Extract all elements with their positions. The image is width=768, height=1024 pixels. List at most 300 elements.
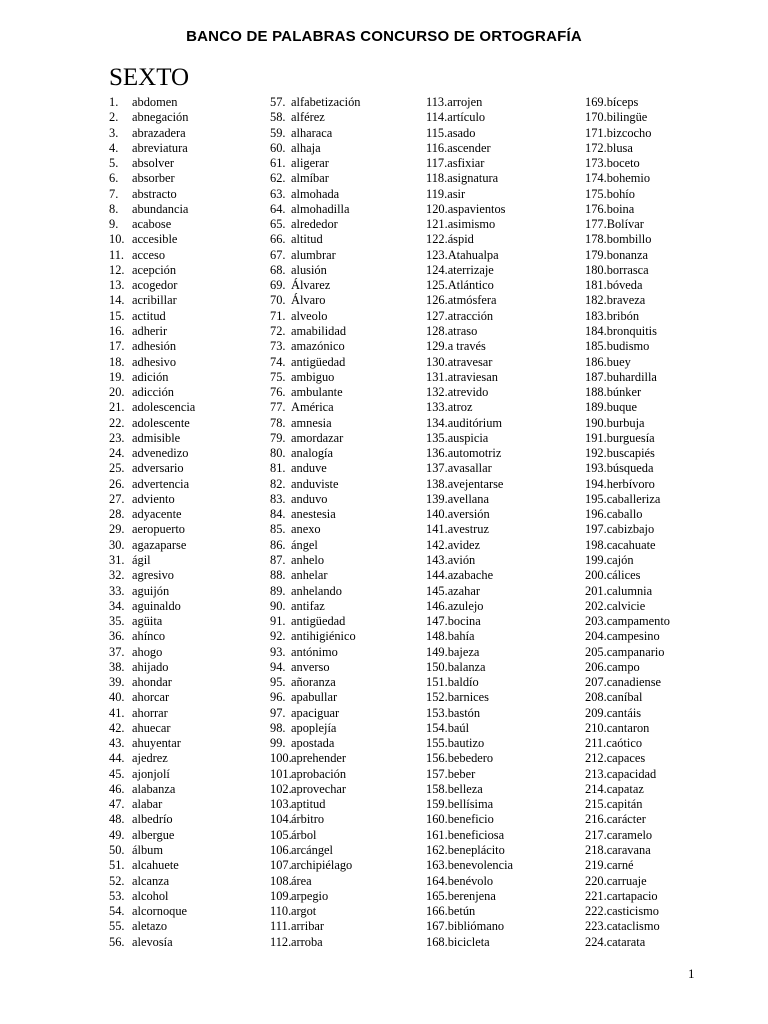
word-entry bbox=[426, 202, 513, 217]
entry-number: 128. bbox=[426, 323, 448, 338]
entry-number: 183. bbox=[585, 308, 607, 323]
entry-word: añoranza bbox=[291, 675, 336, 690]
entry-word: alusión bbox=[291, 262, 327, 277]
entry-word: avidez bbox=[447, 537, 481, 552]
word-entry bbox=[270, 309, 360, 324]
word-entry bbox=[109, 767, 195, 782]
entry-number: 113. bbox=[426, 95, 448, 109]
entry-word: acogedor bbox=[132, 278, 178, 293]
entry-number: 114. bbox=[426, 110, 448, 125]
word-entry bbox=[426, 690, 513, 705]
entry-number: 69. bbox=[270, 278, 286, 293]
word-entry bbox=[270, 935, 360, 950]
entry-number: 119. bbox=[426, 186, 448, 201]
word-entry bbox=[426, 828, 513, 843]
entry-word: anduve bbox=[291, 461, 327, 476]
word-entry bbox=[426, 110, 513, 125]
entry-word: abundancia bbox=[132, 201, 189, 216]
entry-number: 27. bbox=[109, 491, 125, 506]
entry-number: 126. bbox=[426, 293, 448, 308]
entry-word: arcángel bbox=[291, 843, 333, 858]
entry-number: 105. bbox=[270, 827, 292, 842]
entry-number: 192. bbox=[585, 446, 607, 461]
entry-number: 177. bbox=[585, 217, 607, 232]
word-entry bbox=[585, 690, 670, 705]
entry-number: 65. bbox=[270, 217, 286, 232]
entry-word: bóveda bbox=[606, 278, 643, 293]
entry-word: avejentarse bbox=[447, 476, 504, 491]
entry-word: azahar bbox=[447, 583, 481, 598]
word-entry bbox=[270, 232, 360, 247]
word-entry bbox=[109, 522, 195, 537]
entry-number: 154. bbox=[426, 720, 448, 735]
entry-word: catarata bbox=[606, 934, 646, 949]
word-entry bbox=[270, 324, 360, 339]
entry-number: 109. bbox=[270, 888, 292, 903]
entry-number: 100. bbox=[270, 751, 292, 766]
entry-word: ángel bbox=[291, 537, 318, 552]
entry-number: 32. bbox=[109, 568, 125, 583]
entry-number: 201. bbox=[585, 583, 607, 598]
word-entry bbox=[270, 767, 360, 782]
word-entry bbox=[109, 721, 195, 736]
entry-word: alcornoque bbox=[132, 904, 188, 919]
entry-word: bombillo bbox=[606, 232, 652, 247]
entry-word: caótico bbox=[606, 736, 643, 751]
entry-number: 28. bbox=[109, 507, 125, 522]
word-entry bbox=[585, 736, 670, 751]
entry-word: antigüedad bbox=[291, 354, 346, 369]
entry-word: adherir bbox=[132, 323, 168, 338]
entry-number: 144. bbox=[426, 568, 448, 583]
entry-word: cacahuate bbox=[606, 537, 656, 552]
entry-number: 120. bbox=[426, 201, 448, 216]
word-entry bbox=[585, 828, 670, 843]
entry-word: abnegación bbox=[132, 110, 189, 125]
entry-number: 78. bbox=[270, 415, 286, 430]
entry-number: 93. bbox=[270, 644, 286, 659]
word-entry bbox=[270, 599, 360, 614]
entry-word: azulejo bbox=[447, 598, 484, 613]
entry-word: adhesión bbox=[132, 339, 177, 354]
word-list-column-2 bbox=[270, 95, 360, 950]
word-entry bbox=[270, 721, 360, 736]
word-entry bbox=[426, 416, 513, 431]
entry-number: 216. bbox=[585, 812, 607, 827]
word-entry bbox=[426, 919, 513, 934]
word-entry bbox=[585, 355, 670, 370]
entry-word: betún bbox=[447, 904, 476, 919]
entry-word: alcohol bbox=[132, 888, 169, 903]
entry-number: 213. bbox=[585, 766, 607, 781]
word-entry bbox=[109, 400, 195, 415]
word-entry bbox=[585, 202, 670, 217]
entry-word: automotriz bbox=[447, 446, 502, 461]
word-entry bbox=[426, 370, 513, 385]
word-entry bbox=[109, 507, 195, 522]
entry-number: 30. bbox=[109, 537, 125, 552]
entry-number: 20. bbox=[109, 385, 125, 400]
entry-word: capacidad bbox=[606, 766, 657, 781]
word-entry bbox=[426, 217, 513, 232]
entry-word: campo bbox=[606, 659, 640, 674]
entry-number: 16. bbox=[109, 323, 125, 338]
entry-number: 204. bbox=[585, 629, 607, 644]
entry-word: arrojen bbox=[447, 95, 483, 109]
entry-number: 189. bbox=[585, 400, 607, 415]
word-entry bbox=[270, 492, 360, 507]
entry-number: 18. bbox=[109, 354, 125, 369]
entry-number: 47. bbox=[109, 797, 125, 812]
entry-word: ahogo bbox=[132, 644, 163, 659]
entry-number: 130. bbox=[426, 354, 448, 369]
entry-number: 39. bbox=[109, 675, 125, 690]
entry-number: 133. bbox=[426, 400, 448, 415]
word-entry bbox=[270, 339, 360, 354]
entry-number: 150. bbox=[426, 659, 448, 674]
word-entry bbox=[585, 522, 670, 537]
word-entry bbox=[109, 171, 195, 186]
word-entry bbox=[426, 751, 513, 766]
entry-number: 173. bbox=[585, 156, 607, 171]
entry-number: 21. bbox=[109, 400, 125, 415]
entry-number: 25. bbox=[109, 461, 125, 476]
entry-word: apoplejía bbox=[291, 720, 337, 735]
word-entry bbox=[270, 171, 360, 186]
word-entry bbox=[109, 828, 195, 843]
entry-word: bribón bbox=[606, 308, 640, 323]
word-list-column-3 bbox=[426, 95, 513, 950]
word-entry bbox=[426, 706, 513, 721]
entry-word: ajonjolí bbox=[132, 766, 170, 781]
word-entry bbox=[426, 232, 513, 247]
word-entry bbox=[426, 797, 513, 812]
word-entry bbox=[426, 385, 513, 400]
entry-number: 85. bbox=[270, 522, 286, 537]
entry-word: agüita bbox=[132, 614, 163, 629]
entry-word: budismo bbox=[606, 339, 650, 354]
entry-number: 125. bbox=[426, 278, 448, 293]
word-entry bbox=[270, 278, 360, 293]
word-entry bbox=[426, 507, 513, 522]
entry-number: 163. bbox=[426, 858, 448, 873]
word-entry bbox=[109, 248, 195, 263]
entry-number: 134. bbox=[426, 415, 448, 430]
entry-word: Bolívar bbox=[606, 217, 644, 232]
entry-number: 23. bbox=[109, 430, 125, 445]
word-entry bbox=[585, 95, 670, 110]
word-entry bbox=[270, 355, 360, 370]
entry-word: aeropuerto bbox=[132, 522, 185, 537]
entry-number: 115. bbox=[426, 125, 448, 140]
entry-word: avasallar bbox=[447, 461, 492, 476]
entry-number: 208. bbox=[585, 690, 607, 705]
entry-number: 76. bbox=[270, 385, 286, 400]
entry-number: 108. bbox=[270, 873, 292, 888]
entry-word: aguijón bbox=[132, 583, 170, 598]
word-entry bbox=[270, 782, 360, 797]
entry-number: 67. bbox=[270, 247, 286, 262]
word-entry bbox=[585, 385, 670, 400]
entry-word: abrazadera bbox=[132, 125, 186, 140]
entry-word: áspid bbox=[447, 232, 474, 247]
entry-word: alférez bbox=[291, 110, 325, 125]
entry-number: 121. bbox=[426, 217, 448, 232]
word-entry bbox=[270, 675, 360, 690]
word-entry bbox=[270, 126, 360, 141]
entry-number: 107. bbox=[270, 858, 292, 873]
entry-word: ahondar bbox=[132, 675, 172, 690]
word-entry bbox=[109, 812, 195, 827]
entry-number: 110. bbox=[270, 904, 292, 919]
entry-number: 22. bbox=[109, 415, 125, 430]
entry-number: 103. bbox=[270, 797, 292, 812]
word-entry bbox=[426, 721, 513, 736]
entry-number: 199. bbox=[585, 552, 607, 567]
entry-word: canadiense bbox=[606, 675, 662, 690]
word-entry bbox=[585, 675, 670, 690]
entry-number: 138. bbox=[426, 476, 448, 491]
word-entry bbox=[585, 858, 670, 873]
word-entry bbox=[109, 202, 195, 217]
word-entry bbox=[426, 660, 513, 675]
entry-word: búnker bbox=[606, 385, 642, 400]
entry-number: 13. bbox=[109, 278, 125, 293]
word-entry bbox=[426, 935, 513, 950]
entry-number: 214. bbox=[585, 781, 607, 796]
word-entry bbox=[270, 629, 360, 644]
word-entry bbox=[270, 736, 360, 751]
entry-word: campamento bbox=[606, 614, 670, 629]
entry-word: aterrizaje bbox=[447, 262, 494, 277]
entry-number: 8. bbox=[109, 201, 119, 216]
entry-number: 222. bbox=[585, 904, 607, 919]
word-entry bbox=[585, 904, 670, 919]
word-entry bbox=[270, 919, 360, 934]
word-list-column-4 bbox=[585, 95, 670, 950]
entry-word: amazónico bbox=[291, 339, 345, 354]
word-entry bbox=[585, 141, 670, 156]
entry-number: 29. bbox=[109, 522, 125, 537]
word-entry bbox=[109, 782, 195, 797]
entry-word: beneficio bbox=[447, 812, 494, 827]
word-entry bbox=[426, 522, 513, 537]
word-entry bbox=[270, 690, 360, 705]
entry-word: argot bbox=[291, 904, 317, 919]
word-entry bbox=[426, 782, 513, 797]
word-entry bbox=[109, 690, 195, 705]
entry-number: 223. bbox=[585, 919, 607, 934]
entry-number: 195. bbox=[585, 491, 607, 506]
word-entry bbox=[426, 339, 513, 354]
entry-word: aguinaldo bbox=[132, 598, 181, 613]
entry-word: América bbox=[291, 400, 334, 415]
entry-number: 210. bbox=[585, 720, 607, 735]
entry-word: bajeza bbox=[447, 644, 480, 659]
word-entry bbox=[426, 156, 513, 171]
entry-number: 212. bbox=[585, 751, 607, 766]
entry-number: 111. bbox=[270, 919, 291, 934]
word-entry bbox=[585, 935, 670, 950]
entry-word: alfabetización bbox=[291, 95, 361, 109]
word-entry bbox=[585, 721, 670, 736]
entry-number: 198. bbox=[585, 537, 607, 552]
entry-number: 45. bbox=[109, 766, 125, 781]
entry-number: 81. bbox=[270, 461, 286, 476]
entry-word: bahía bbox=[447, 629, 475, 644]
entry-word: beneplácito bbox=[447, 843, 505, 858]
entry-number: 72. bbox=[270, 323, 286, 338]
word-entry bbox=[585, 614, 670, 629]
word-entry bbox=[270, 400, 360, 415]
entry-word: burbuja bbox=[606, 415, 645, 430]
word-entry bbox=[426, 767, 513, 782]
word-entry bbox=[270, 660, 360, 675]
entry-number: 186. bbox=[585, 354, 607, 369]
entry-word: atracción bbox=[447, 308, 494, 323]
entry-word: alhaja bbox=[291, 140, 321, 155]
entry-word: asfixiar bbox=[447, 156, 485, 171]
word-entry bbox=[109, 843, 195, 858]
word-entry bbox=[109, 355, 195, 370]
word-entry bbox=[109, 568, 195, 583]
entry-number: 92. bbox=[270, 629, 286, 644]
entry-word: asir bbox=[447, 186, 466, 201]
entry-number: 178. bbox=[585, 232, 607, 247]
entry-word: boina bbox=[606, 201, 635, 216]
entry-word: cabizbajo bbox=[606, 522, 655, 537]
entry-number: 168. bbox=[426, 934, 448, 949]
entry-word: anverso bbox=[291, 659, 330, 674]
entry-number: 171. bbox=[585, 125, 607, 140]
word-entry bbox=[585, 156, 670, 171]
entry-number: 146. bbox=[426, 598, 448, 613]
entry-number: 206. bbox=[585, 659, 607, 674]
entry-word: baldío bbox=[447, 675, 479, 690]
word-entry bbox=[270, 416, 360, 431]
entry-word: adyacente bbox=[132, 507, 182, 522]
entry-number: 79. bbox=[270, 430, 286, 445]
entry-number: 42. bbox=[109, 720, 125, 735]
entry-word: arribar bbox=[291, 919, 325, 934]
entry-word: acribillar bbox=[132, 293, 177, 308]
entry-number: 112. bbox=[270, 934, 292, 949]
word-entry bbox=[585, 232, 670, 247]
word-entry bbox=[585, 431, 670, 446]
word-entry bbox=[585, 782, 670, 797]
entry-word: absolver bbox=[132, 156, 174, 171]
word-entry bbox=[270, 843, 360, 858]
entry-number: 182. bbox=[585, 293, 607, 308]
entry-word: archipiélago bbox=[291, 858, 353, 873]
entry-word: atroz bbox=[447, 400, 473, 415]
entry-word: bebedero bbox=[447, 751, 494, 766]
entry-word: balanza bbox=[447, 659, 486, 674]
entry-word: auditórium bbox=[447, 415, 503, 430]
word-entry bbox=[585, 706, 670, 721]
entry-word: buhardilla bbox=[606, 369, 657, 384]
word-entry bbox=[426, 843, 513, 858]
entry-number: 10. bbox=[109, 232, 125, 247]
entry-word: belleza bbox=[447, 781, 483, 796]
entry-number: 127. bbox=[426, 308, 448, 323]
entry-number: 56. bbox=[109, 934, 125, 949]
word-entry bbox=[109, 629, 195, 644]
entry-word: braveza bbox=[606, 293, 646, 308]
entry-number: 14. bbox=[109, 293, 125, 308]
word-entry bbox=[426, 431, 513, 446]
entry-word: abreviatura bbox=[132, 140, 188, 155]
entry-word: bibliómano bbox=[447, 919, 505, 934]
word-entry bbox=[426, 171, 513, 186]
entry-number: 37. bbox=[109, 644, 125, 659]
entry-word: bastón bbox=[447, 705, 481, 720]
entry-word: albedrío bbox=[132, 812, 173, 827]
word-entry bbox=[426, 568, 513, 583]
entry-number: 140. bbox=[426, 507, 448, 522]
entry-word: aprehender bbox=[291, 751, 347, 766]
entry-number: 106. bbox=[270, 843, 292, 858]
word-entry bbox=[270, 248, 360, 263]
entry-number: 60. bbox=[270, 140, 286, 155]
entry-number: 211. bbox=[585, 736, 607, 751]
entry-number: 176. bbox=[585, 201, 607, 216]
word-entry bbox=[109, 309, 195, 324]
entry-number: 38. bbox=[109, 659, 125, 674]
word-entry bbox=[270, 156, 360, 171]
entry-word: actitud bbox=[132, 308, 166, 323]
word-entry bbox=[270, 95, 360, 110]
word-entry bbox=[585, 538, 670, 553]
entry-number: 102. bbox=[270, 781, 292, 796]
entry-word: absorber bbox=[132, 171, 175, 186]
entry-number: 84. bbox=[270, 507, 286, 522]
entry-word: beneficiosa bbox=[447, 827, 505, 842]
entry-number: 196. bbox=[585, 507, 607, 522]
entry-number: 80. bbox=[270, 446, 286, 461]
entry-number: 15. bbox=[109, 308, 125, 323]
word-entry bbox=[270, 385, 360, 400]
entry-word: aversión bbox=[447, 507, 490, 522]
entry-word: atraso bbox=[447, 323, 478, 338]
entry-word: ahijado bbox=[132, 659, 169, 674]
entry-number: 179. bbox=[585, 247, 607, 262]
word-entry bbox=[426, 599, 513, 614]
entry-word: avión bbox=[447, 552, 476, 567]
word-entry bbox=[426, 874, 513, 889]
word-entry bbox=[109, 217, 195, 232]
word-entry bbox=[109, 706, 195, 721]
entry-word: avestruz bbox=[447, 522, 489, 537]
entry-word: barnices bbox=[447, 690, 489, 705]
entry-number: 51. bbox=[109, 858, 125, 873]
entry-number: 90. bbox=[270, 598, 286, 613]
word-entry bbox=[270, 584, 360, 599]
entry-word: amordazar bbox=[291, 430, 344, 445]
word-entry bbox=[270, 889, 360, 904]
word-entry bbox=[426, 538, 513, 553]
entry-word: aprobación bbox=[291, 766, 347, 781]
entry-word: anhelando bbox=[291, 583, 342, 598]
entry-number: 137. bbox=[426, 461, 448, 476]
word-entry bbox=[109, 431, 195, 446]
word-entry bbox=[109, 874, 195, 889]
entry-word: caravana bbox=[606, 843, 651, 858]
entry-number: 5. bbox=[109, 156, 119, 171]
word-entry bbox=[426, 492, 513, 507]
entry-word: bellísima bbox=[447, 797, 494, 812]
entry-word: advenedizo bbox=[132, 446, 189, 461]
